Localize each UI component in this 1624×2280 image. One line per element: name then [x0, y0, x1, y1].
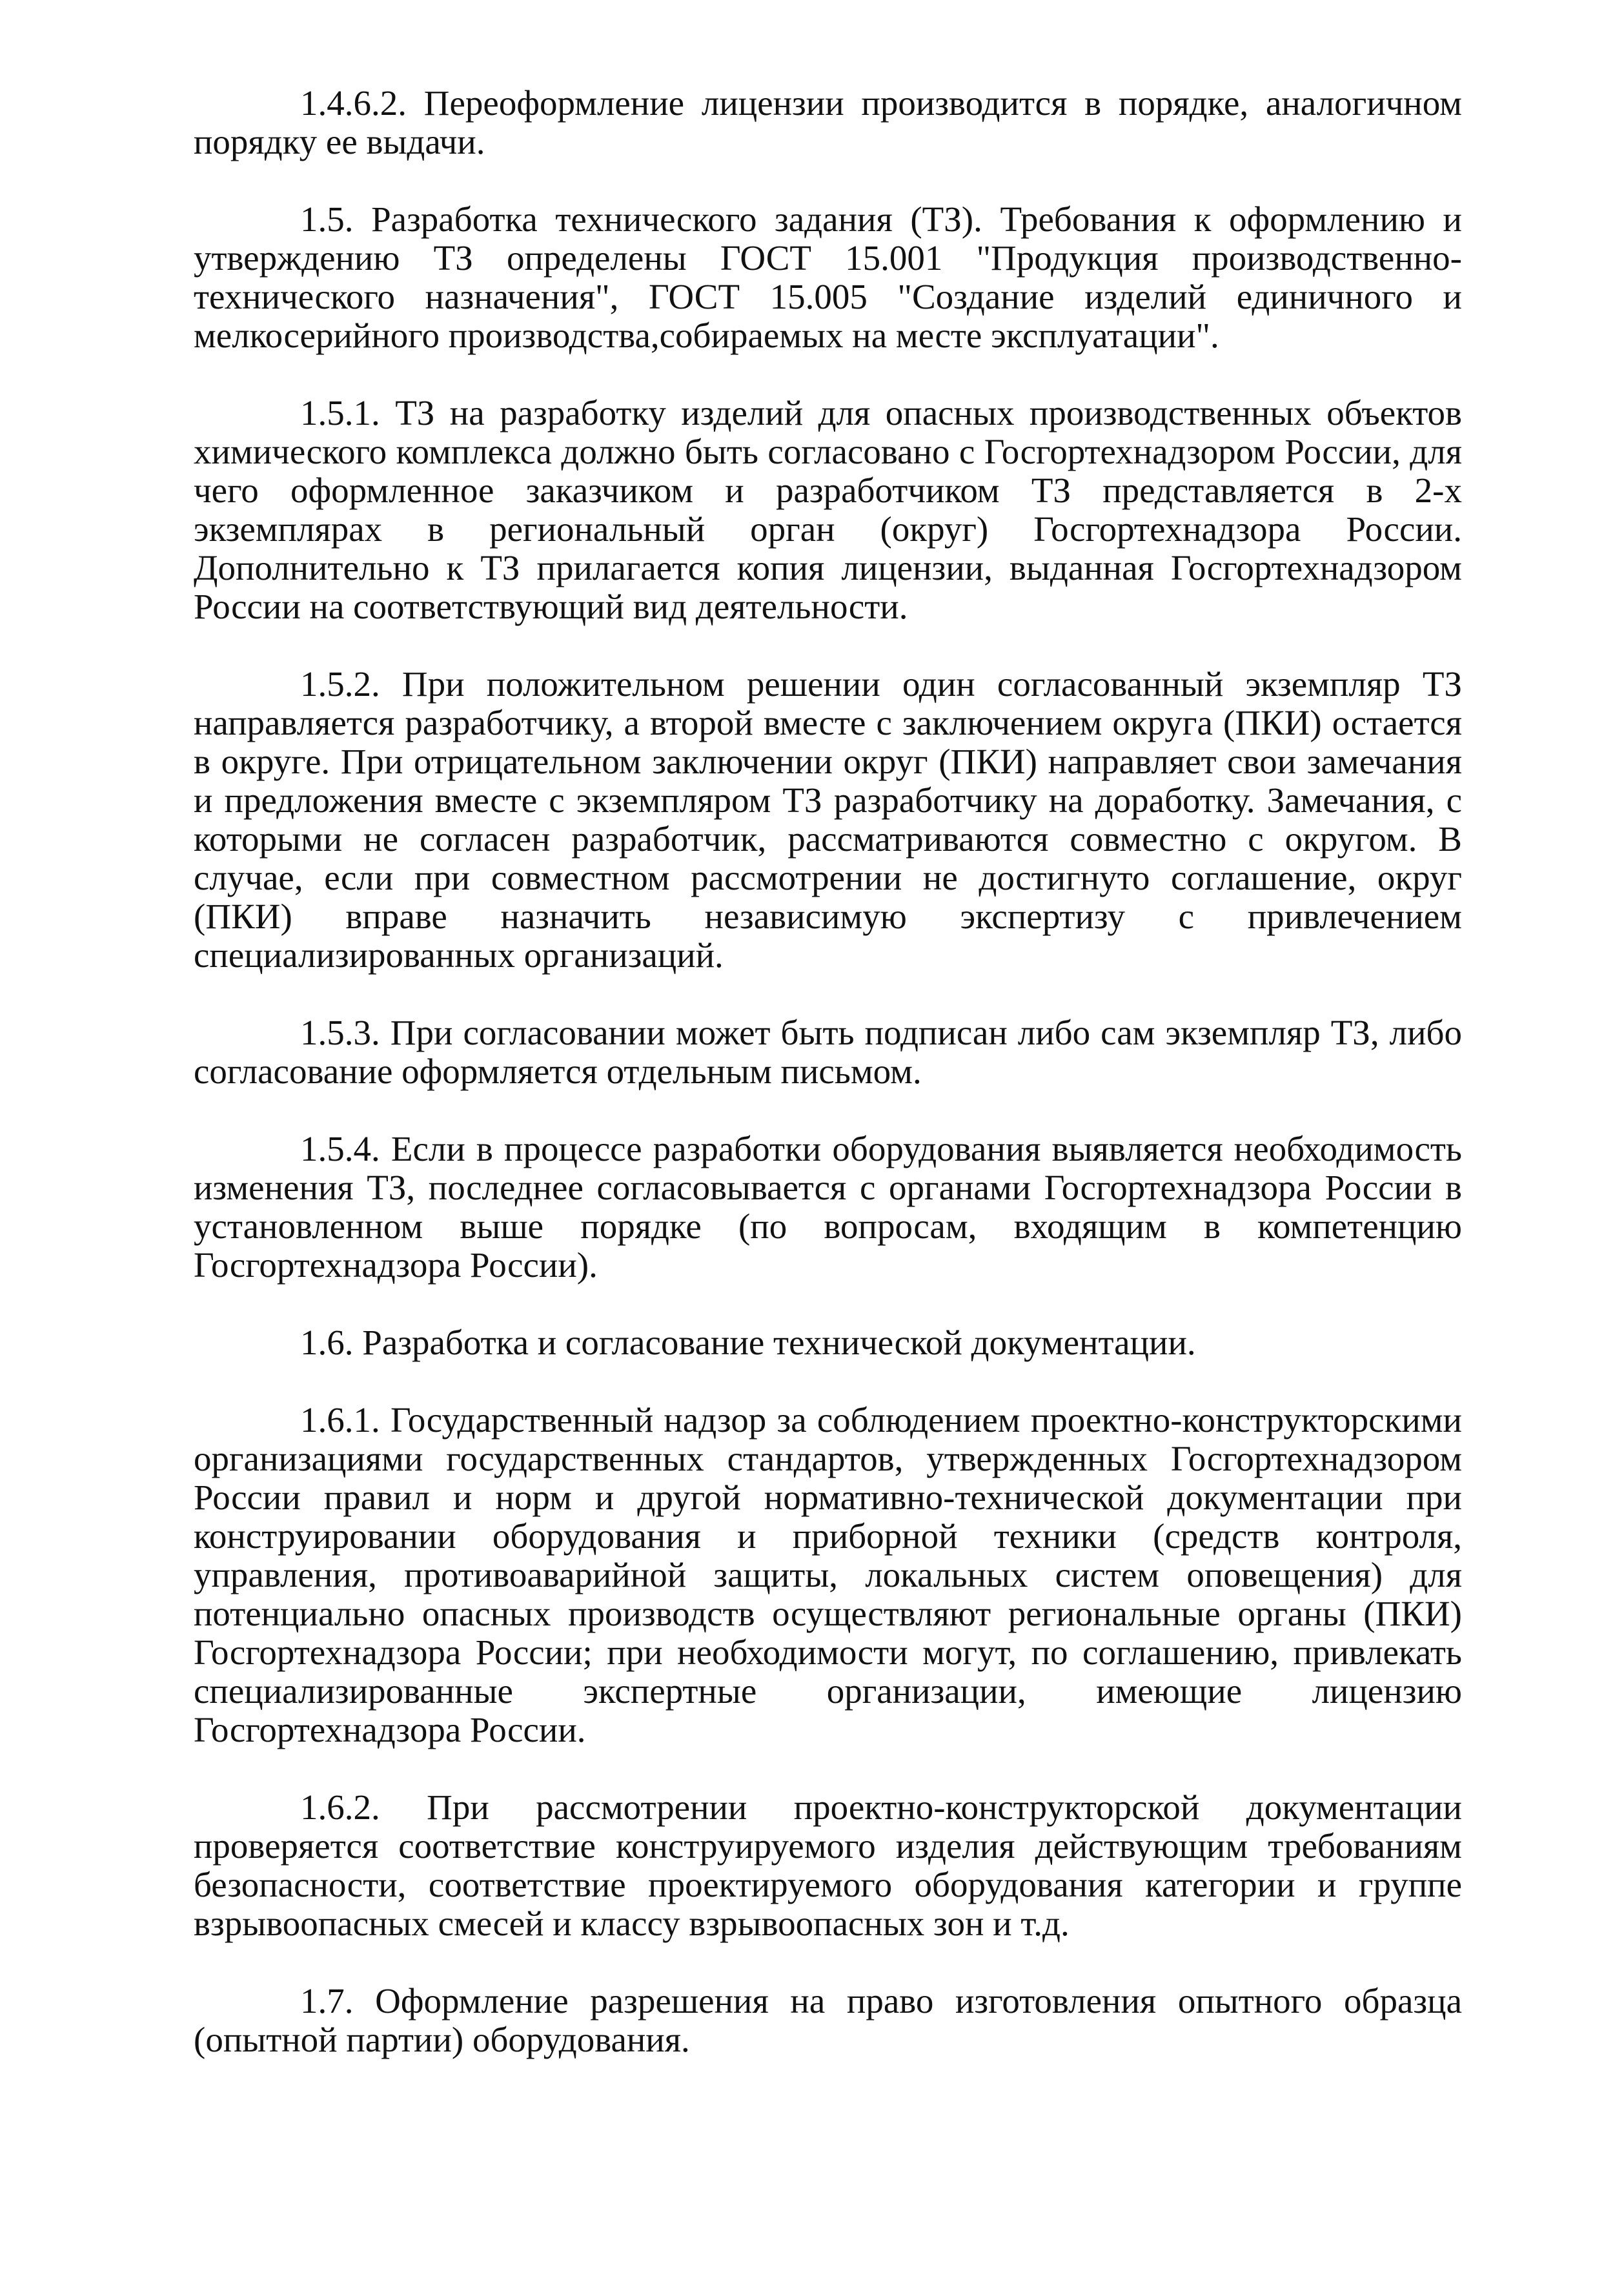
- paragraph-1-4-6-2: 1.4.6.2. Переоформление лицензии производится в порядке, аналогичном порядку ее выдачи.: [194, 83, 1462, 161]
- section-heading-1-7: 1.7. Оформление разрешения на право изготовления опытного образца (опытной партии) оборудования.: [194, 1981, 1462, 2059]
- paragraph-1-5-1: 1.5.1. ТЗ на разработку изделий для опасных производственных объектов химического комплекса должно быть согласовано с Госгортехнадзором России, для чего оформленное заказчиком и разработчиком ТЗ представляется в 2-х экземплярах в региональный орган (округ) Госгортехнадзора России. Дополнительно к ТЗ прилагается копия лицензии, выданная Госгортехнадзором России на соответствующий вид деятельности.: [194, 393, 1462, 626]
- paragraph-1-5-3: 1.5.3. При согласовании может быть подписан либо сам экземпляр ТЗ, либо согласование оформляется отдельным письмом.: [194, 1013, 1462, 1091]
- paragraph-1-5-4: 1.5.4. Если в процессе разработки оборудования выявляется необходимость изменения ТЗ, последнее согласовывается с органами Госгортехнадзора России в установленном выше порядке (по вопросам, входящим в компетенцию Госгортехнадзора России).: [194, 1129, 1462, 1285]
- section-heading-1-6: 1.6. Разработка и согласование технической документации.: [300, 1323, 1196, 1362]
- paragraph-1-6-1: 1.6.1. Государственный надзор за соблюдением проектно-конструкторскими организациями государственных стандартов, утвержденных Госгортехнадзором России правил и норм и другой нормативно-технической документации при конструировании оборудования и приборной техники (средств контроля, управления, противоаварийной защиты, локальных систем оповещения) для потенциально опасных производств осуществляют региональные органы (ПКИ) Госгортехнадзора России; при необходимости могут, по соглашению, привлекать специализированные экспертные организации, имеющие лицензию Госгортехнадзора России.: [194, 1400, 1462, 1749]
- paragraph-1-5-2: 1.5.2. При положительном решении один согласованный экземпляр ТЗ направляется разработчику, а второй вместе с заключением округа (ПКИ) остается в округе. При отрицательном заключении округ (ПКИ) направляет свои замечания и предложения вместе с экземпляром ТЗ разработчику на доработку. Замечания, с которыми не согласен разработчик, рассматриваются совместно с округом. В случае, если при совместном рассмотрении не достигнуто соглашение, округ (ПКИ) вправе назначить независимую экспертизу с привлечением специализированных организаций.: [194, 664, 1462, 975]
- paragraph-1-6-2: 1.6.2. При рассмотрении проектно-конструкторской документации проверяется соответствие конструируемого изделия действующим требованиям безопасности, соответствие проектируемого оборудования категории и группе взрывоопасных смесей и классу взрывоопасных зон и т.д.: [194, 1787, 1462, 1943]
- document-page: [194, 84, 1462, 2059]
- paragraph-1-5: 1.5. Разработка технического задания (ТЗ). Требования к оформлению и утверждению ТЗ определены ГОСТ 15.001 "Продукция производственно-технического назначения", ГОСТ 15.005 "Создание изделий единичного и мелкосерийного производства,собираемых на месте эксплуатации".: [194, 199, 1462, 355]
